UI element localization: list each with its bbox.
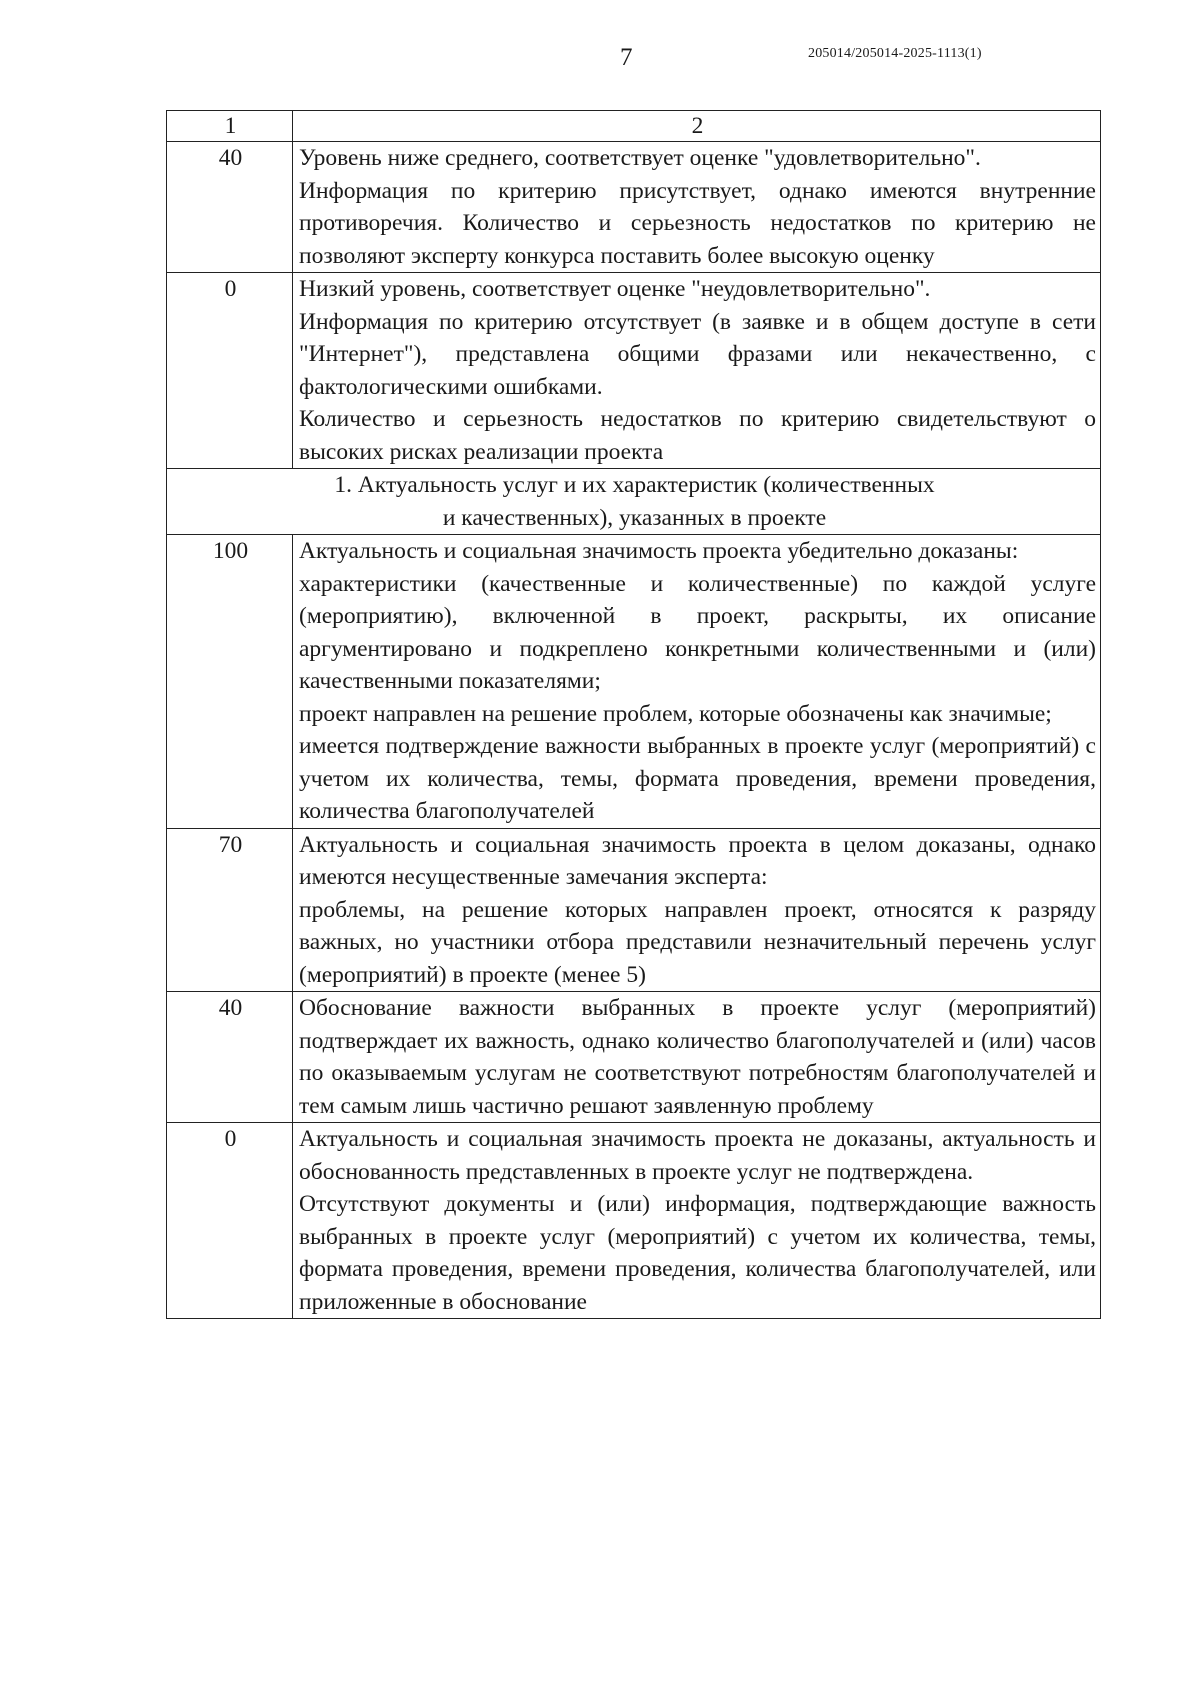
score-row <box>167 273 1101 469</box>
table-header-row <box>167 111 1101 142</box>
description-paragraph: Низкий уровень, соответствует оценке "неудовлетворительно". <box>299 276 931 302</box>
section-row <box>167 469 1101 535</box>
document-id: 205014/205014-2025-1113(1) <box>808 46 982 61</box>
description-cell <box>293 535 1101 829</box>
description-cell <box>293 273 1101 469</box>
score-row <box>167 828 1101 992</box>
description-paragraph: проблемы, на решение которых направлен проект, относятся к разряду важных, но участники отбора представили незначительный перечень услуг (мероприятий) в проекте (менее 5) <box>299 896 1096 988</box>
score-row <box>167 992 1101 1123</box>
description-cell <box>293 828 1101 992</box>
description-paragraph: проект направлен на решение проблем, которые обозначены как значимые; <box>299 700 1052 727</box>
section-heading <box>167 469 1101 535</box>
description-paragraph: имеется подтверждение важности выбранных в проекте услуг (мероприятий) с учетом их количества, темы, формата проведения, времени проведения, количества благополучателей <box>299 733 1096 824</box>
column-header-score: 1 <box>167 111 293 142</box>
score-cell: 40 <box>167 142 293 273</box>
score-row <box>167 535 1101 829</box>
description-paragraph: Информация по критерию отсутствует (в заявке и в общем доступе в сети "Интернет"), представлена общими фразами или некачественно, с фактологическими ошибками. <box>299 308 1096 400</box>
page-number: 7 <box>620 44 633 71</box>
description-paragraph: Актуальность и социальная значимость проекта в целом доказаны, однако имеются несущественные замечания эксперта: <box>299 831 1096 890</box>
score-row <box>167 142 1101 273</box>
section-heading-line: и качественных), указанных в проекте <box>442 504 827 531</box>
score-cell: 0 <box>167 273 293 469</box>
score-cell: 70 <box>167 828 293 992</box>
score-row <box>167 1123 1101 1319</box>
description-paragraph: Информация по критерию присутствует, однако имеются внутренние противоречия. Количество и серьезность недостатков по критерию не позволяют эксперту конкурса поставить более высокую оценку <box>299 177 1096 269</box>
description-cell <box>293 1123 1101 1319</box>
description-paragraph: Отсутствуют документы и (или) информация, подтверждающие важность выбранных в проекте услуг (мероприятий) с учетом их количества, темы, формата проведения, времени проведения, количества благополучателей, или приложенные в обоснование <box>299 1191 1096 1315</box>
score-cell: 100 <box>167 535 293 829</box>
column-header-description: 2 <box>293 111 1101 142</box>
description-paragraph: Обоснование важности выбранных в проекте услуг (мероприятий) подтверждает их важность, однако количество благополучателей и (или) часов по оказываемым услугам не соответствуют потребностям благополучателей и тем самым лишь частично решают заявленную проблему <box>299 995 1096 1119</box>
score-cell: 40 <box>167 992 293 1123</box>
score-cell: 0 <box>167 1123 293 1319</box>
description-paragraph: Актуальность и социальная значимость проекта убедительно доказаны: <box>299 538 1019 564</box>
criteria-table-body <box>167 111 1101 1319</box>
section-heading-line: 1. Актуальность услуг и их характеристик (количественных <box>334 472 935 498</box>
description-cell <box>293 142 1101 273</box>
description-cell <box>293 992 1101 1123</box>
description-paragraph: Уровень ниже среднего, соответствует оценке "удовлетворительно". <box>299 145 981 171</box>
description-paragraph: Количество и серьезность недостатков по критерию свидетельствуют о высоких рисках реализации проекта <box>299 406 1096 465</box>
description-paragraph: характеристики (качественные и количественные) по каждой услуге (мероприятию), включенной в проект, раскрыты, их описание аргументировано и подкреплено конкретными количественными и (или) качественными показателями; <box>299 570 1096 694</box>
description-paragraph: Актуальность и социальная значимость проекта не доказаны, актуальность и обоснованность представленных в проекте услуг не подтверждена. <box>299 1126 1096 1185</box>
criteria-table <box>166 110 1101 1319</box>
